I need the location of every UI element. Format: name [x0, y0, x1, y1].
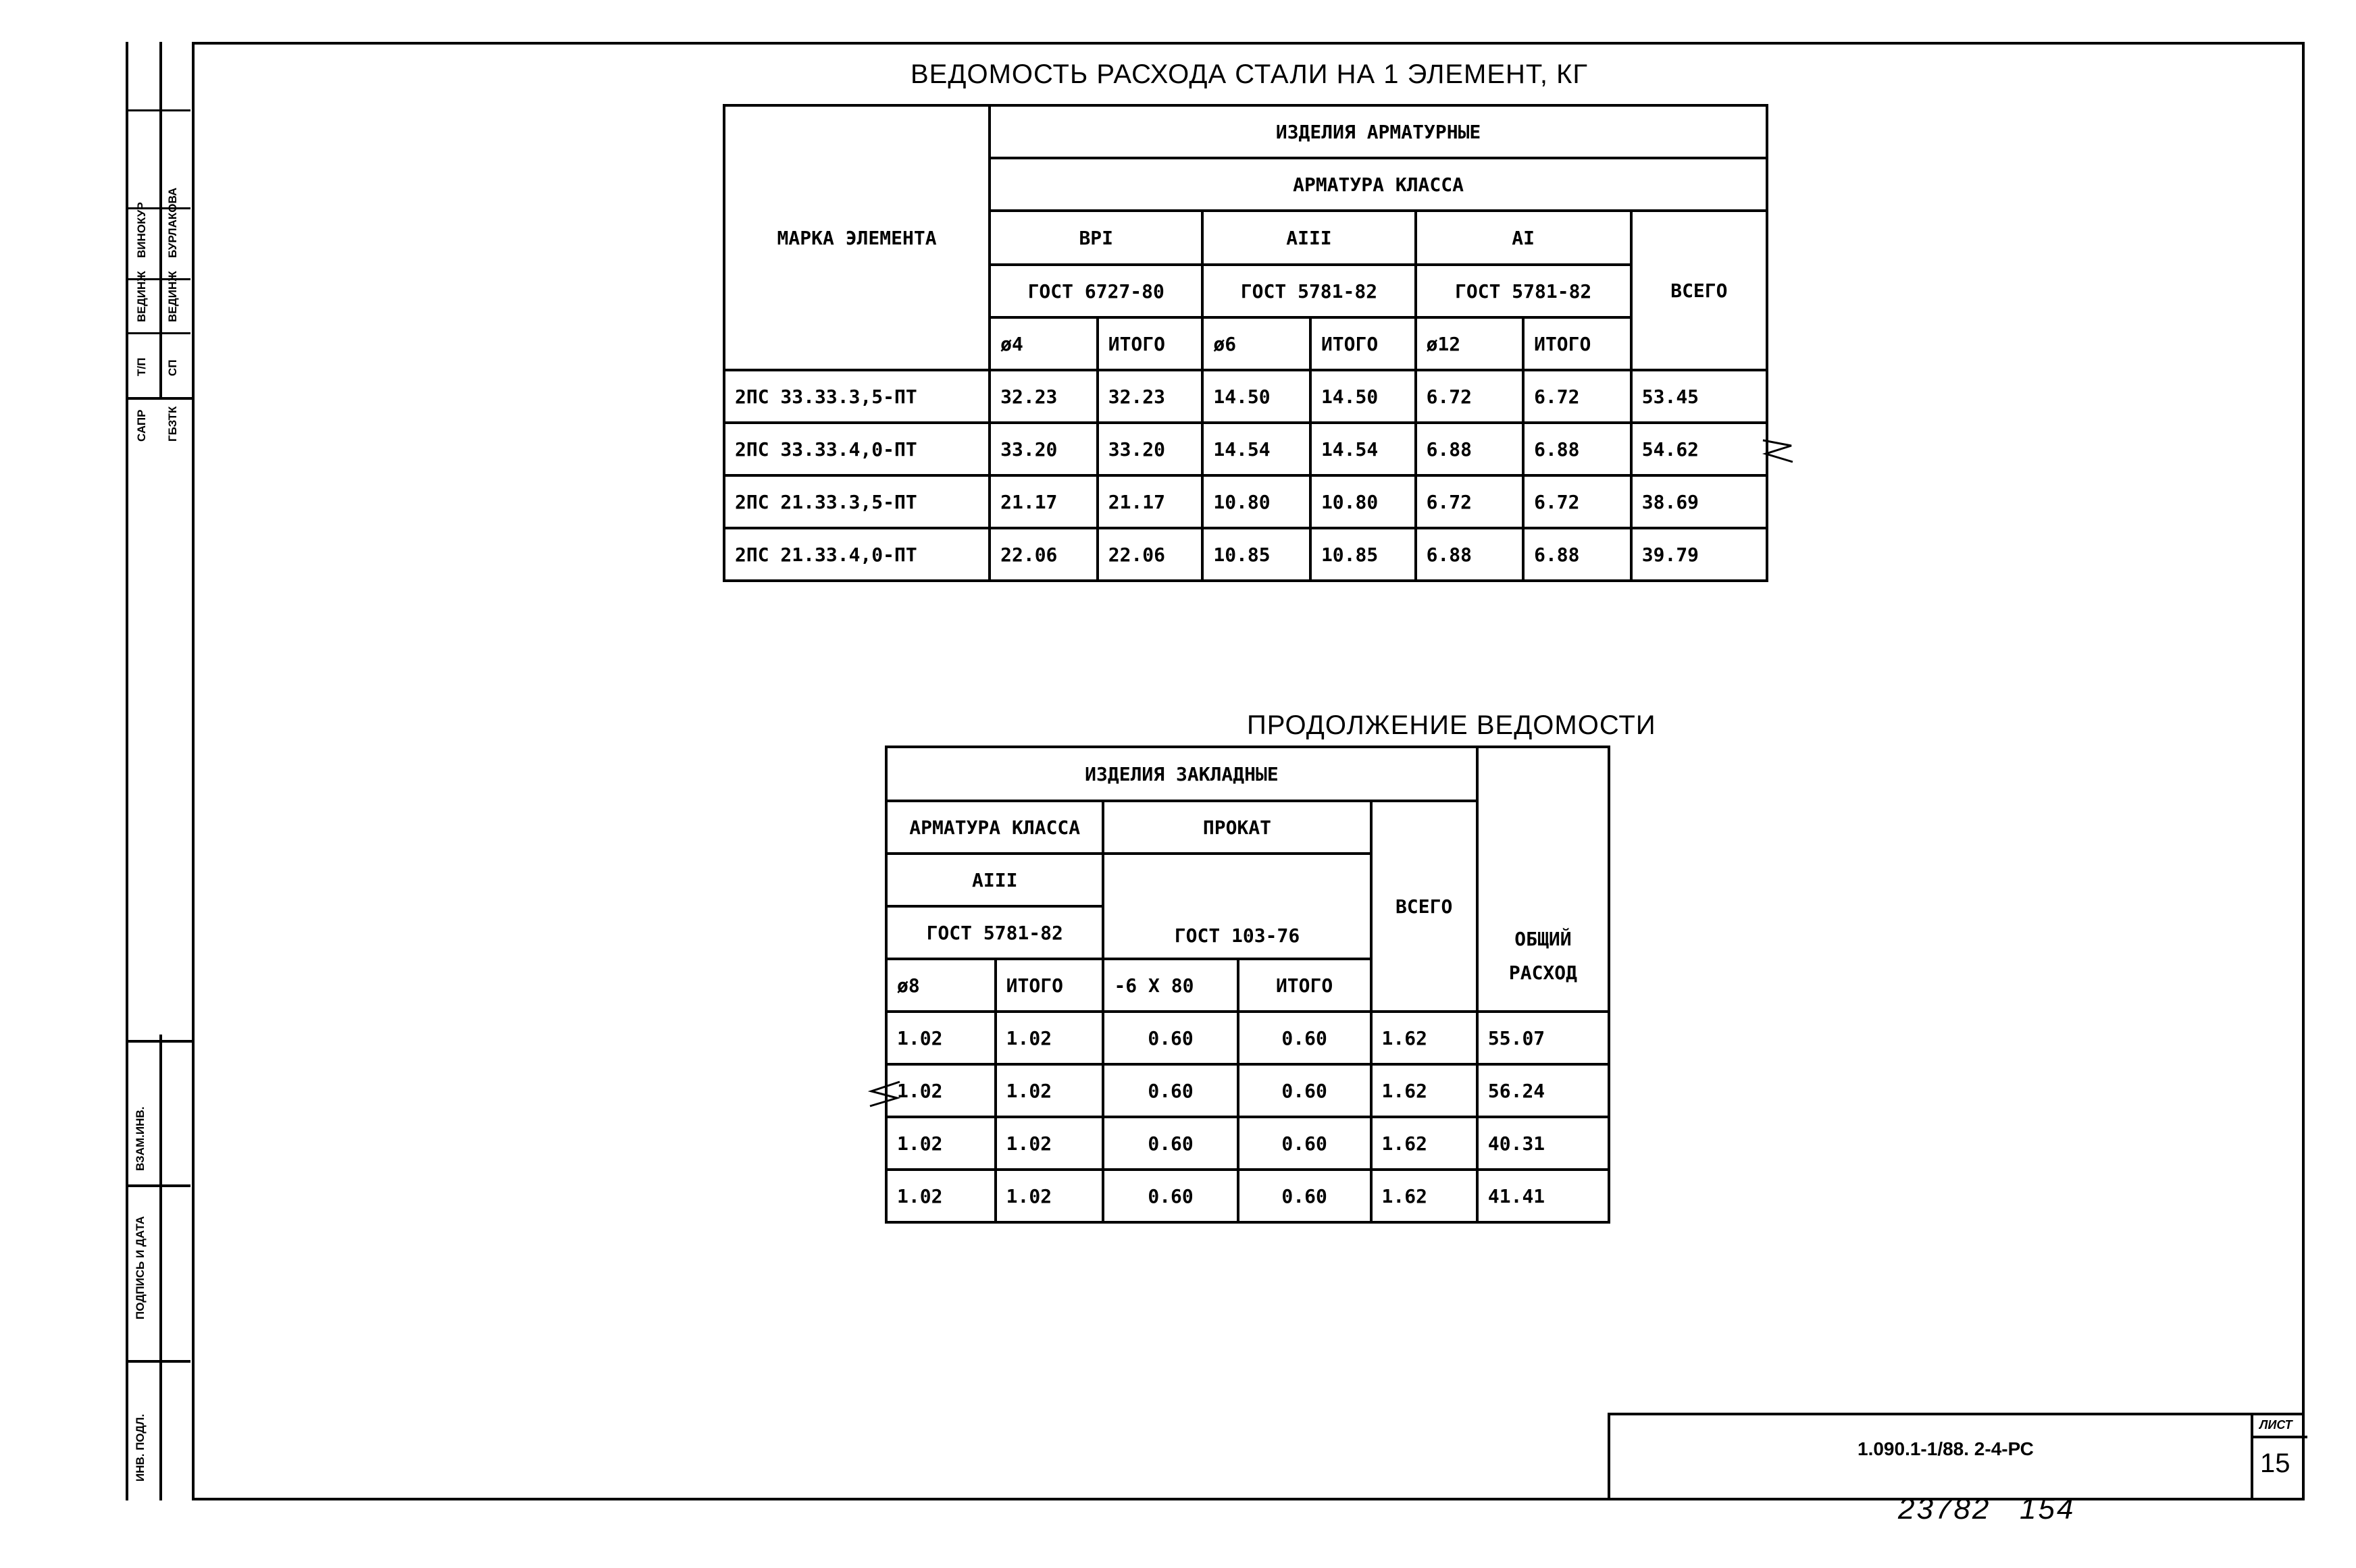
cell: 55.07 — [1477, 1012, 1609, 1064]
dia-bpi: ø4 — [990, 317, 1098, 370]
cell: 0.60 — [1238, 1117, 1371, 1170]
cell: 10.85 — [1310, 528, 1416, 581]
cell: 1.02 — [886, 1170, 996, 1222]
stamp-label-vzam-inv: ВЗАМ.ИНВ. — [134, 1106, 147, 1171]
sum-header: ВСЕГО — [1631, 211, 1767, 370]
gost-ai: ГОСТ 5781-82 — [1416, 265, 1631, 317]
cell: 32.23 — [1098, 370, 1203, 423]
row-mark: 2ПС 21.33.3,5-ПТ — [724, 475, 990, 528]
cell: 14.50 — [1202, 370, 1310, 423]
cell: 1.62 — [1371, 1064, 1477, 1117]
sheet-label: ЛИСТ — [2259, 1418, 2293, 1432]
break-mark-right — [1762, 439, 1795, 466]
cell: 1.02 — [996, 1170, 1104, 1222]
cell: 6.88 — [1416, 423, 1524, 475]
stamp-label-gbztk: ГБЗТК — [166, 406, 179, 442]
table-row — [886, 1170, 1609, 1222]
class-name-bpi: ВРI — [990, 211, 1202, 265]
cell: 14.50 — [1310, 370, 1416, 423]
cell: 0.60 — [1103, 1064, 1237, 1117]
stamp-label-sp: СП — [166, 359, 179, 376]
cell: 0.60 — [1238, 1012, 1371, 1064]
cell: 0.60 — [1103, 1012, 1237, 1064]
cell: 6.88 — [1523, 528, 1631, 581]
row-mark: 2ПС 21.33.4,0-ПТ — [724, 528, 990, 581]
gost-bpi: ГОСТ 6727-80 — [990, 265, 1202, 317]
cell: 22.06 — [1098, 528, 1203, 581]
archive-number: 23782 — [1898, 1492, 1991, 1525]
embedded-sum-header: ВСЕГО — [1371, 801, 1477, 1012]
cell: 21.17 — [990, 475, 1098, 528]
table-row — [724, 475, 1767, 528]
cell: 33.20 — [1098, 423, 1203, 475]
gost-prokat: ГОСТ 103-76 — [1103, 854, 1371, 959]
group-header: ИЗДЕЛИЯ АРМАТУРНЫЕ — [990, 105, 1767, 158]
table-row — [886, 1012, 1609, 1064]
embedded-group-header: ИЗДЕЛИЯ ЗАКЛАДНЫЕ — [886, 747, 1477, 801]
cell: 6.88 — [1416, 528, 1524, 581]
table-row — [724, 370, 1767, 423]
total-embedded: ИТОГО — [996, 959, 1104, 1012]
mark-header: МАРКА ЭЛЕМЕНТА — [724, 105, 990, 370]
dia-aiii: ø6 — [1202, 317, 1310, 370]
class-name-ai: АI — [1416, 211, 1631, 265]
total-ai: ИТОГО — [1523, 317, 1631, 370]
table-row — [724, 423, 1767, 475]
table-row — [886, 1064, 1609, 1117]
embedded-class-header: АРМАТУРА КЛАССА — [886, 801, 1103, 854]
cell: 1.02 — [886, 1117, 996, 1170]
cell: 1.02 — [996, 1064, 1104, 1117]
stamp-label-burlakova: БУРЛАКОВА — [166, 187, 179, 258]
class-header: АРМАТУРА КЛАССА — [990, 158, 1767, 211]
embedded-class-name: АIII — [886, 854, 1103, 906]
cell: 0.60 — [1238, 1064, 1371, 1117]
cell: 6.72 — [1416, 370, 1524, 423]
stamp-label-vedinzh: ВЕДИНЖ — [135, 271, 148, 322]
cell: 10.80 — [1202, 475, 1310, 528]
prokat-size: -6 Х 80 — [1103, 959, 1237, 1012]
stamp-label-vinokur: ВИНОКУР — [135, 202, 148, 258]
dia-embedded: ø8 — [886, 959, 996, 1012]
gost-embedded: ГОСТ 5781-82 — [886, 906, 1103, 959]
cell: 21.17 — [1098, 475, 1203, 528]
continuation-table — [885, 746, 1610, 1224]
cell: 39.79 — [1631, 528, 1767, 581]
total-bpi: ИТОГО — [1098, 317, 1203, 370]
cell: 10.80 — [1310, 475, 1416, 528]
table-row — [886, 1117, 1609, 1170]
row-mark: 2ПС 33.33.4,0-ПТ — [724, 423, 990, 475]
cell: 38.69 — [1631, 475, 1767, 528]
document-number: 1.090.1-1/88. 2-4-РС — [1858, 1438, 2034, 1459]
row-mark: 2ПС 33.33.3,5-ПТ — [724, 370, 990, 423]
cell: 53.45 — [1631, 370, 1767, 423]
cell: 56.24 — [1477, 1064, 1609, 1117]
table1-title: ВЕДОМОСТЬ РАСХОДА СТАЛИ НА 1 ЭЛЕМЕНТ, КГ — [911, 59, 1589, 89]
cell: 1.62 — [1371, 1170, 1477, 1222]
cell: 33.20 — [990, 423, 1098, 475]
cell: 0.60 — [1103, 1117, 1237, 1170]
gost-aiii: ГОСТ 5781-82 — [1202, 265, 1415, 317]
cell: 1.02 — [996, 1117, 1104, 1170]
cell: 54.62 — [1631, 423, 1767, 475]
cell: 1.02 — [996, 1012, 1104, 1064]
dia-ai: ø12 — [1416, 317, 1524, 370]
prokat-header: ПРОКАТ — [1103, 801, 1371, 854]
cell: 40.31 — [1477, 1117, 1609, 1170]
cell: 1.62 — [1371, 1117, 1477, 1170]
cell: 1.62 — [1371, 1012, 1477, 1064]
sheet-number: 15 — [2260, 1448, 2290, 1478]
cell: 14.54 — [1310, 423, 1416, 475]
stamp-label-inv-podl: ИНВ. ПОДЛ. — [134, 1413, 147, 1482]
stamp-label-tp: Т/П — [135, 357, 148, 376]
stamp-label-podpis-data: ПОДПИСЬ И ДАТА — [134, 1216, 147, 1319]
inventory-stamp — [126, 1040, 193, 1500]
table2-title: ПРОДОЛЖЕНИЕ ВЕДОМОСТИ — [1247, 710, 1656, 740]
cell: 1.02 — [886, 1064, 996, 1117]
cell: 6.88 — [1523, 423, 1631, 475]
table-row — [724, 528, 1767, 581]
cell: 14.54 — [1202, 423, 1310, 475]
cell: 10.85 — [1202, 528, 1310, 581]
cell: 1.02 — [886, 1012, 996, 1064]
cell: 41.41 — [1477, 1170, 1609, 1222]
cell: 6.72 — [1523, 370, 1631, 423]
stamp-label-vedinzh-2: ВЕДИНЖ — [166, 271, 179, 322]
approval-stamp — [126, 42, 193, 442]
overall-header: ОБЩИЙ РАСХОД — [1477, 747, 1609, 1012]
cell: 22.06 — [990, 528, 1098, 581]
cell: 6.72 — [1416, 475, 1524, 528]
class-name-aiii: АIII — [1202, 211, 1415, 265]
cell: 32.23 — [990, 370, 1098, 423]
page-number: 154 — [2020, 1492, 2076, 1525]
cell: 6.72 — [1523, 475, 1631, 528]
total-prokat: ИТОГО — [1238, 959, 1371, 1012]
total-aiii: ИТОГО — [1310, 317, 1416, 370]
stamp-label-sapr: САПР — [135, 409, 148, 442]
cell: 0.60 — [1103, 1170, 1237, 1222]
cell: 0.60 — [1238, 1170, 1371, 1222]
steel-consumption-table — [723, 104, 1768, 582]
